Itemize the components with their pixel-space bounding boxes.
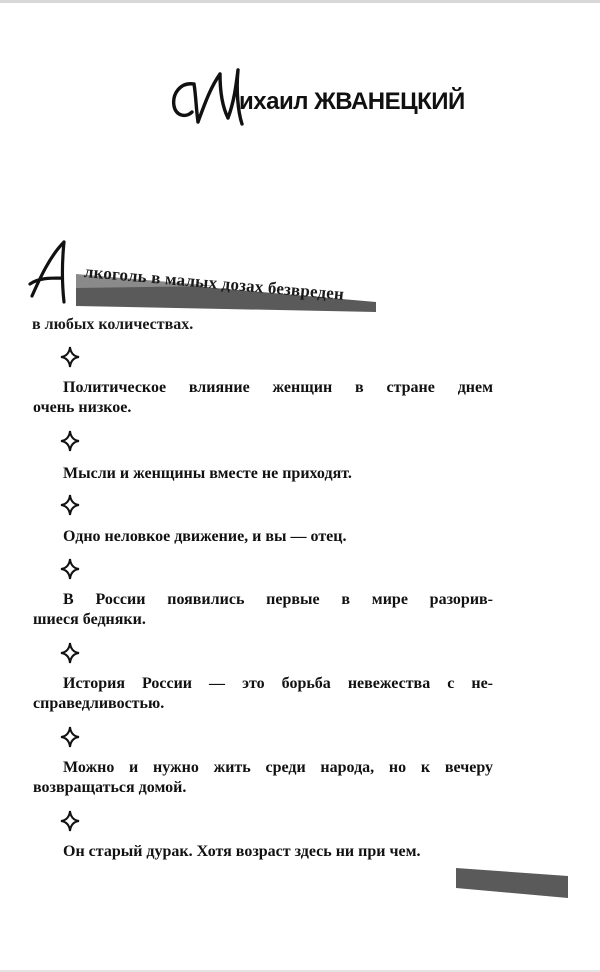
aphorism-line: справедливостью. bbox=[33, 695, 165, 712]
diamond-separator-icon bbox=[60, 346, 80, 368]
aphorism-line: возвращаться домой. bbox=[33, 779, 187, 796]
aphorism bbox=[33, 378, 493, 418]
aphorism-line: Он старый дурак. Хотя возраст здесь ни при чем. bbox=[63, 843, 421, 860]
aphorism-line: В России появились первые в мире разорив- bbox=[63, 591, 493, 608]
aphorism bbox=[33, 590, 493, 630]
aphorism-line: Политическое влияние женщин в стране днем bbox=[63, 379, 493, 396]
aphorism-line: Одно неловкое движение, и вы — отец. bbox=[63, 528, 347, 545]
diamond-separator-icon bbox=[60, 494, 80, 516]
top-border bbox=[0, 0, 600, 3]
diamond-separator-icon bbox=[60, 642, 80, 664]
aphorism bbox=[63, 842, 493, 862]
intro-second-line: в любых количествах. bbox=[32, 316, 194, 333]
aphorism bbox=[63, 527, 493, 547]
end-mark-band bbox=[456, 862, 572, 902]
diamond-separator-icon bbox=[60, 810, 80, 832]
aphorism-line: очень низкое. bbox=[33, 399, 132, 416]
diamond-separator-icon bbox=[60, 558, 80, 580]
author-name: ихаил ЖВАНЕЦКИЙ bbox=[239, 88, 465, 115]
drop-cap-a-glyph bbox=[26, 238, 74, 310]
aphorism bbox=[33, 674, 493, 714]
diamond-separator-icon bbox=[60, 726, 80, 748]
author-header bbox=[170, 66, 510, 136]
intro-first-line: лкоголь в малых дозах безвреден bbox=[83, 262, 345, 304]
aphorism bbox=[33, 758, 493, 798]
diamond-separator-icon bbox=[60, 430, 80, 452]
aphorism-line: шиеся бедняки. bbox=[33, 611, 146, 628]
author-initial-glyph bbox=[170, 66, 244, 130]
aphorism-line: Мысли и женщины вместе не приходят. bbox=[63, 465, 352, 482]
aphorism bbox=[63, 464, 493, 484]
aphorism-line: Можно и нужно жить среди народа, но к вечеру bbox=[63, 759, 493, 776]
aphorism-line: История России — это борьба невежества с не- bbox=[63, 675, 493, 692]
